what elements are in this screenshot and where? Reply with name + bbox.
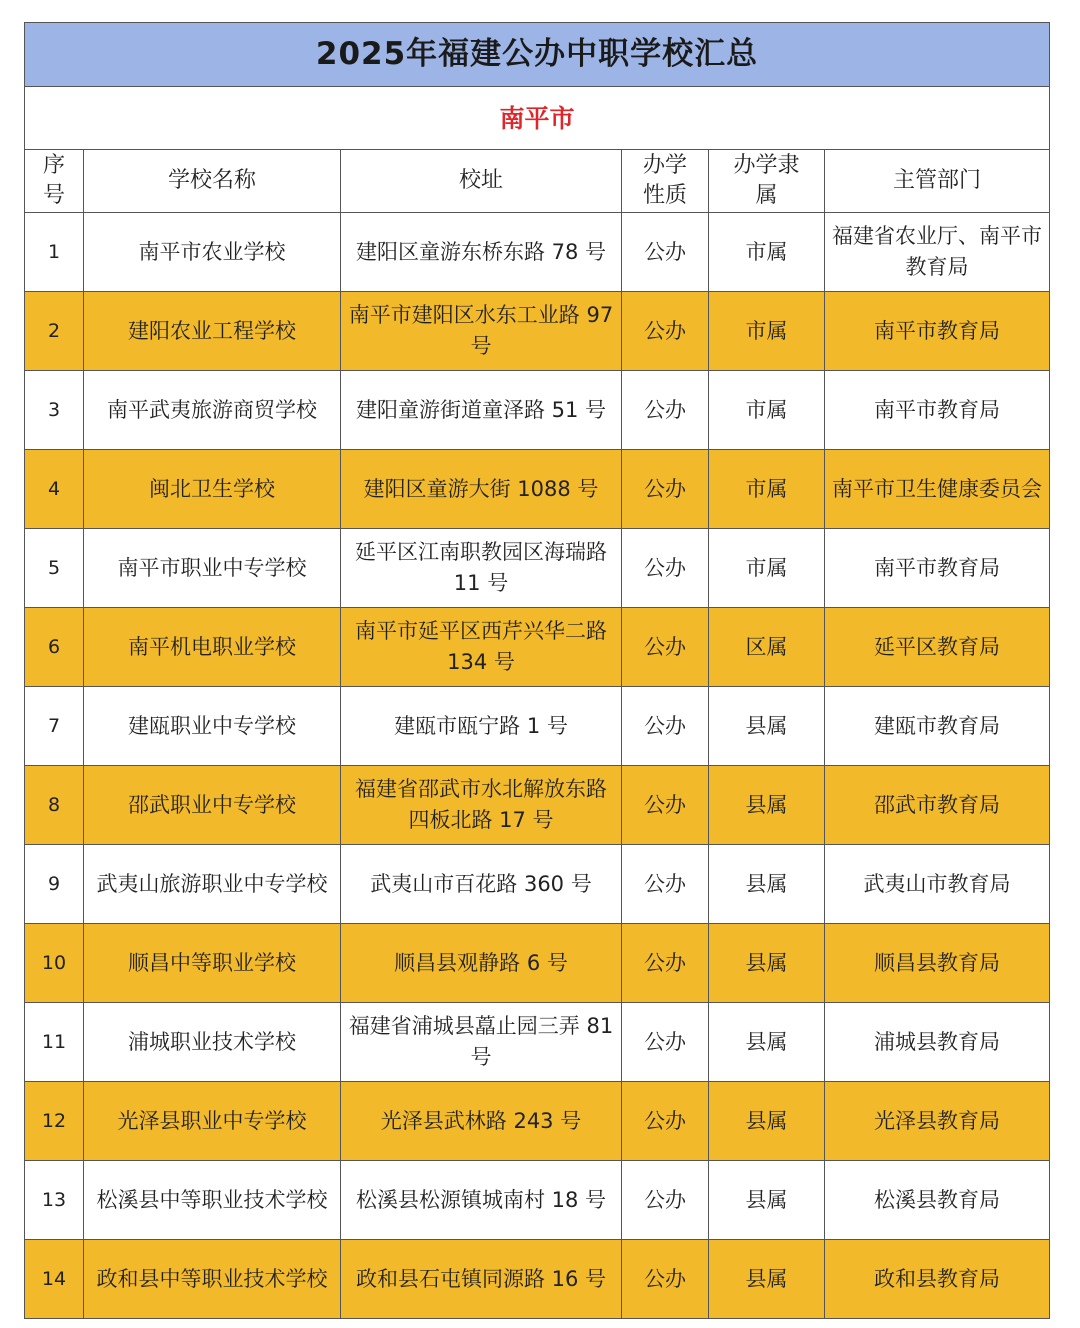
- table-row: [25, 1240, 1050, 1319]
- cell-school-name: 武夷山旅游职业中专学校: [84, 845, 341, 924]
- cell-school-name: 建瓯职业中专学校: [84, 687, 341, 766]
- table-title: 2025年福建公办中职学校汇总: [25, 23, 1050, 87]
- table-row: [25, 1161, 1050, 1240]
- table-row: [25, 1082, 1050, 1161]
- cell-seq: 2: [25, 292, 84, 371]
- cell-affiliation: 县属: [709, 1240, 825, 1319]
- cell-school-name: 南平市职业中专学校: [84, 529, 341, 608]
- city-heading: 南平市: [25, 87, 1050, 150]
- table-row: [25, 1003, 1050, 1082]
- cell-school-name: 光泽县职业中专学校: [84, 1082, 341, 1161]
- cell-school-name: 建阳农业工程学校: [84, 292, 341, 371]
- table-row: [25, 845, 1050, 924]
- cell-school-name: 政和县中等职业技术学校: [84, 1240, 341, 1319]
- school-summary-sheet: [24, 22, 1049, 1319]
- cell-department: 浦城县教育局: [825, 1003, 1050, 1082]
- cell-address: 顺昌县观静路 6 号: [341, 924, 622, 1003]
- table-row: [25, 213, 1050, 292]
- cell-address: 建阳区童游大街 1088 号: [341, 450, 622, 529]
- header-row: [25, 150, 1050, 213]
- table-row: [25, 608, 1050, 687]
- cell-address: 武夷山市百花路 360 号: [341, 845, 622, 924]
- cell-affiliation: 市属: [709, 371, 825, 450]
- cell-affiliation: 县属: [709, 1003, 825, 1082]
- cell-address: 福建省邵武市水北解放东路四板北路 17 号: [341, 766, 622, 845]
- cell-seq: 8: [25, 766, 84, 845]
- cell-nature: 公办: [622, 1240, 709, 1319]
- cell-school-name: 顺昌中等职业学校: [84, 924, 341, 1003]
- cell-seq: 5: [25, 529, 84, 608]
- cell-nature: 公办: [622, 1082, 709, 1161]
- cell-nature: 公办: [622, 371, 709, 450]
- header-address: 校址: [341, 150, 622, 213]
- cell-address: 建阳童游街道童泽路 51 号: [341, 371, 622, 450]
- cell-school-name: 浦城职业技术学校: [84, 1003, 341, 1082]
- table-row: [25, 371, 1050, 450]
- cell-nature: 公办: [622, 450, 709, 529]
- city-row: [25, 87, 1050, 150]
- cell-address: 延平区江南职教园区海瑞路 11 号: [341, 529, 622, 608]
- table-row: [25, 687, 1050, 766]
- cell-seq: 3: [25, 371, 84, 450]
- cell-affiliation: 县属: [709, 687, 825, 766]
- cell-nature: 公办: [622, 529, 709, 608]
- cell-address: 南平市建阳区水东工业路 97 号: [341, 292, 622, 371]
- cell-nature: 公办: [622, 213, 709, 292]
- cell-seq: 10: [25, 924, 84, 1003]
- header-nature: 办学性质: [622, 150, 709, 213]
- cell-seq: 12: [25, 1082, 84, 1161]
- cell-address: 南平市延平区西芹兴华二路 134 号: [341, 608, 622, 687]
- cell-affiliation: 市属: [709, 529, 825, 608]
- cell-nature: 公办: [622, 924, 709, 1003]
- cell-address: 福建省浦城县藠止园三弄 81 号: [341, 1003, 622, 1082]
- table-row: [25, 924, 1050, 1003]
- header-seq: 序号: [25, 150, 84, 213]
- cell-affiliation: 区属: [709, 608, 825, 687]
- header-school-name: 学校名称: [84, 150, 341, 213]
- cell-department: 政和县教育局: [825, 1240, 1050, 1319]
- cell-school-name: 南平机电职业学校: [84, 608, 341, 687]
- school-table: [24, 22, 1050, 1319]
- cell-seq: 9: [25, 845, 84, 924]
- cell-affiliation: 县属: [709, 924, 825, 1003]
- cell-address: 建阳区童游东桥东路 78 号: [341, 213, 622, 292]
- cell-nature: 公办: [622, 1161, 709, 1240]
- cell-affiliation: 县属: [709, 1161, 825, 1240]
- cell-address: 光泽县武林路 243 号: [341, 1082, 622, 1161]
- cell-department: 光泽县教育局: [825, 1082, 1050, 1161]
- cell-nature: 公办: [622, 608, 709, 687]
- cell-nature: 公办: [622, 1003, 709, 1082]
- cell-seq: 14: [25, 1240, 84, 1319]
- cell-affiliation: 市属: [709, 213, 825, 292]
- cell-school-name: 松溪县中等职业技术学校: [84, 1161, 341, 1240]
- header-department: 主管部门: [825, 150, 1050, 213]
- cell-nature: 公办: [622, 687, 709, 766]
- cell-affiliation: 市属: [709, 450, 825, 529]
- cell-department: 建瓯市教育局: [825, 687, 1050, 766]
- cell-seq: 4: [25, 450, 84, 529]
- cell-department: 南平市教育局: [825, 292, 1050, 371]
- cell-address: 建瓯市瓯宁路 1 号: [341, 687, 622, 766]
- cell-seq: 1: [25, 213, 84, 292]
- cell-affiliation: 县属: [709, 845, 825, 924]
- cell-department: 南平市教育局: [825, 529, 1050, 608]
- cell-school-name: 南平武夷旅游商贸学校: [84, 371, 341, 450]
- cell-department: 武夷山市教育局: [825, 845, 1050, 924]
- table-row: [25, 450, 1050, 529]
- table-row: [25, 766, 1050, 845]
- table-row: [25, 529, 1050, 608]
- cell-seq: 6: [25, 608, 84, 687]
- cell-affiliation: 市属: [709, 292, 825, 371]
- cell-seq: 7: [25, 687, 84, 766]
- cell-affiliation: 县属: [709, 766, 825, 845]
- table-row: [25, 292, 1050, 371]
- cell-seq: 11: [25, 1003, 84, 1082]
- cell-department: 邵武市教育局: [825, 766, 1050, 845]
- cell-school-name: 闽北卫生学校: [84, 450, 341, 529]
- cell-address: 政和县石屯镇同源路 16 号: [341, 1240, 622, 1319]
- cell-department: 松溪县教育局: [825, 1161, 1050, 1240]
- cell-department: 延平区教育局: [825, 608, 1050, 687]
- header-affiliation: 办学隶属: [709, 150, 825, 213]
- cell-school-name: 邵武职业中专学校: [84, 766, 341, 845]
- cell-nature: 公办: [622, 845, 709, 924]
- cell-department: 福建省农业厅、南平市教育局: [825, 213, 1050, 292]
- title-row: [25, 23, 1050, 87]
- cell-department: 南平市卫生健康委员会: [825, 450, 1050, 529]
- cell-seq: 13: [25, 1161, 84, 1240]
- cell-nature: 公办: [622, 766, 709, 845]
- cell-school-name: 南平市农业学校: [84, 213, 341, 292]
- cell-address: 松溪县松源镇城南村 18 号: [341, 1161, 622, 1240]
- cell-nature: 公办: [622, 292, 709, 371]
- cell-department: 南平市教育局: [825, 371, 1050, 450]
- cell-department: 顺昌县教育局: [825, 924, 1050, 1003]
- cell-affiliation: 县属: [709, 1082, 825, 1161]
